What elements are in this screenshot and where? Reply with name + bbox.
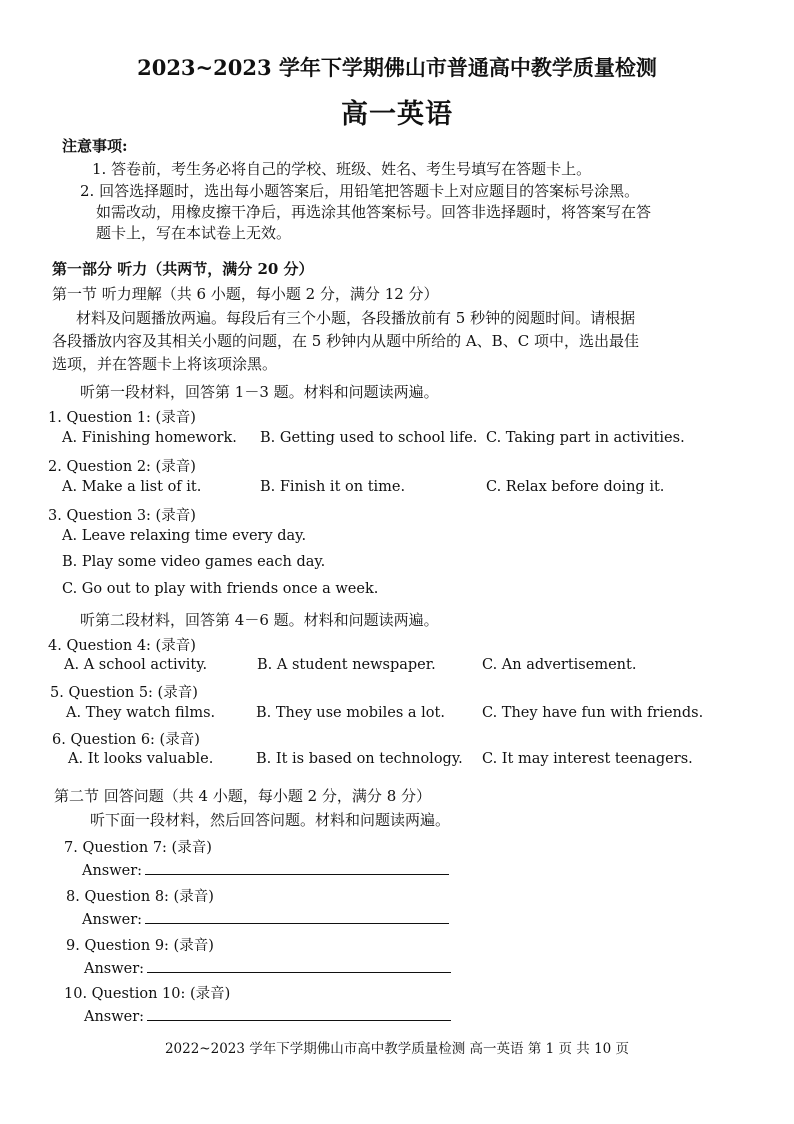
answer-line-10[interactable] [84, 1006, 451, 1025]
answer-label: Answer: [84, 1009, 145, 1025]
q6-option-c: C. It may interest teenagers. [482, 751, 693, 767]
question-8: 8. Question 8: (录音) [66, 889, 214, 905]
answer-line-7[interactable] [82, 860, 449, 879]
notice-line-3: 如需改动，用橡皮擦干净后，再选涂其他答案标号。回答非选择题时，将答案写在答 [96, 203, 652, 221]
passage2-instruction: 听第二段材料，回答第 4－6 题。材料和问题读两遍。 [80, 611, 439, 629]
q5-option-a: A. They watch films. [66, 705, 216, 721]
question-6: 6. Question 6: (录音) [52, 732, 200, 748]
question-7: 7. Question 7: (录音) [64, 840, 212, 856]
section2-heading: 第二节 回答问题（共 4 小题，每小题 2 分，满分 8 分） [54, 787, 432, 805]
answer-blank-7[interactable] [145, 860, 449, 875]
q4-option-b: B. A student newspaper. [257, 657, 436, 673]
exam-title: 2023~2023 学年下学期佛山市普通高中教学质量检测 [137, 55, 657, 80]
section1-intro-1: 材料及问题播放两遍。每段后有三个小题，各段播放前有 5 秒钟的阅题时间。请根据 [76, 309, 636, 327]
answer-line-9[interactable] [84, 958, 451, 977]
q1-option-a: A. Finishing homework. [62, 430, 237, 446]
question-1: 1. Question 1: (录音) [48, 410, 196, 426]
passage1-instruction: 听第一段材料，回答第 1－3 题。材料和问题读两遍。 [80, 383, 439, 401]
answer-label: Answer: [82, 912, 143, 928]
section2-intro: 听下面一段材料，然后回答问题。材料和问题读两遍。 [90, 811, 451, 829]
answer-blank-8[interactable] [145, 909, 449, 924]
q3-option-b: B. Play some video games each day. [62, 554, 326, 570]
question-9: 9. Question 9: (录音) [66, 938, 214, 954]
q4-option-a: A. A school activity. [64, 657, 208, 673]
notice-line-4: 题卡上，写在本试卷上无效。 [96, 224, 292, 242]
answer-line-8[interactable] [82, 909, 449, 928]
q1-option-c: C. Taking part in activities. [486, 430, 685, 446]
question-10: 10. Question 10: (录音) [64, 986, 231, 1002]
section1-intro-2: 各段播放内容及其相关小题的问题，在 5 秒钟内从题中所给的 A、B、C 项中，选出最佳 [52, 332, 639, 350]
part1-heading: 第一部分 听力（共两节，满分 20 分） [52, 260, 314, 278]
question-4: 4. Question 4: (录音) [48, 638, 196, 654]
notice-line-1: 1. 答卷前，考生务必将自己的学校、班级、姓名、考生号填写在答题卡上。 [92, 160, 592, 178]
answer-blank-10[interactable] [147, 1006, 451, 1021]
question-3: 3. Question 3: (录音) [48, 508, 196, 524]
section1-heading: 第一节 听力理解（共 6 小题，每小题 2 分，满分 12 分） [52, 285, 439, 303]
q3-option-c: C. Go out to play with friends once a week. [62, 581, 379, 597]
notice-heading: 注意事项: [62, 137, 128, 155]
answer-label: Answer: [82, 863, 143, 879]
q5-option-b: B. They use mobiles a lot. [256, 705, 445, 721]
exam-subject: 高一英语 [341, 99, 453, 130]
page-footer: 2022~2023 学年下学期佛山市高中教学质量检测 高一英语 第 1 页 共 10 页 [164, 1041, 630, 1057]
q2-option-b: B. Finish it on time. [260, 479, 406, 495]
question-2: 2. Question 2: (录音) [48, 459, 196, 475]
q2-option-c: C. Relax before doing it. [486, 479, 665, 495]
q6-option-b: B. It is based on technology. [256, 751, 463, 767]
question-5: 5. Question 5: (录音) [50, 685, 198, 701]
notice-line-2: 2. 回答选择题时，选出每小题答案后，用铅笔把答题卡上对应题目的答案标号涂黑。 [80, 182, 640, 200]
answer-label: Answer: [84, 961, 145, 977]
q3-option-a: A. Leave relaxing time every day. [62, 528, 307, 544]
section1-intro-3: 选项，并在答题卡上将该项涂黑。 [52, 355, 278, 373]
q6-option-a: A. It looks valuable. [68, 751, 214, 767]
q2-option-a: A. Make a list of it. [62, 479, 202, 495]
q5-option-c: C. They have fun with friends. [482, 705, 704, 721]
q4-option-c: C. An advertisement. [482, 657, 637, 673]
answer-blank-9[interactable] [147, 958, 451, 973]
q1-option-b: B. Getting used to school life. [260, 430, 478, 446]
